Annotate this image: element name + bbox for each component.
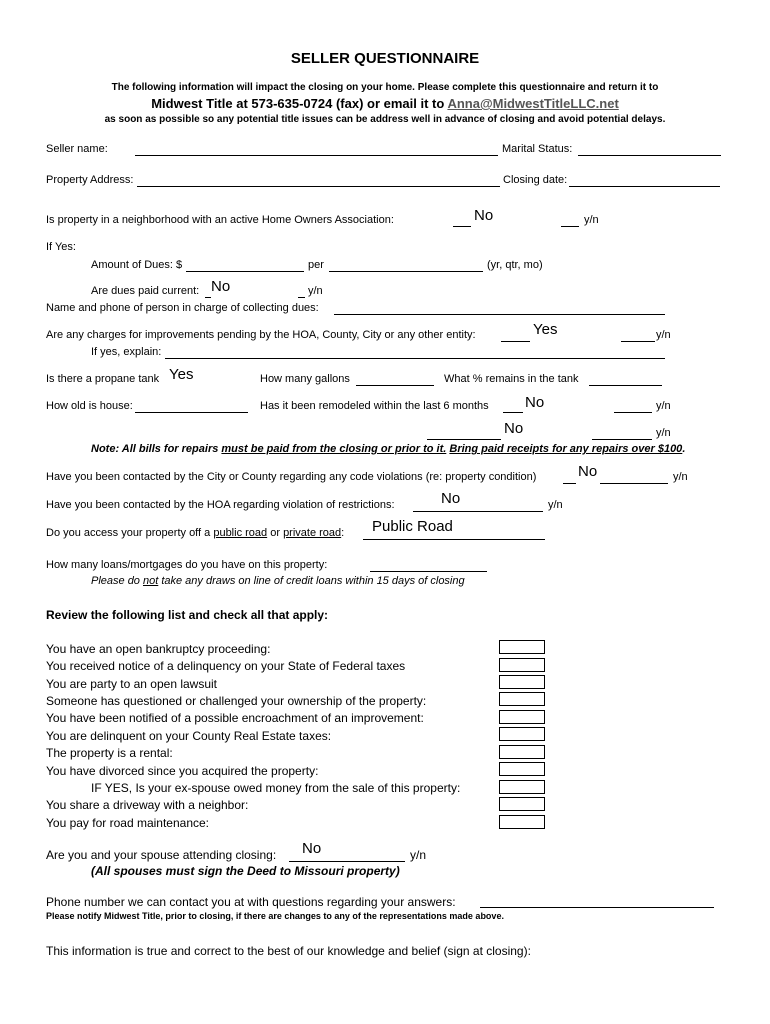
attending-field[interactable] xyxy=(289,861,405,862)
road-or: or xyxy=(267,527,284,539)
hoa-yn-line[interactable] xyxy=(561,226,579,227)
page-title: SELLER QUESTIONNAIRE xyxy=(290,50,480,67)
loans-note-not: not xyxy=(142,575,159,587)
intro-fax-text: Midwest Title at 573-635-0724 (fax) or email it to xyxy=(151,96,448,111)
checklist-item-lawsuit: You are party to an open lawsuit xyxy=(46,677,218,691)
checkbox-shared-driveway[interactable] xyxy=(499,797,545,811)
checklist-heading: Review the following list and check all that apply: xyxy=(46,608,329,622)
invoices-yn: y/n xyxy=(656,427,671,439)
note-prefix: Note: All bills for repairs xyxy=(91,443,222,455)
dues-paid-yn-line[interactable] xyxy=(298,297,305,298)
dues-paid-yn: y/n xyxy=(308,285,323,297)
repairs-note xyxy=(91,443,685,455)
hoa-violation-field[interactable] xyxy=(413,511,543,512)
remodeled-answer[interactable]: No xyxy=(525,394,545,411)
road-colon: : xyxy=(341,527,345,539)
public-road-label: public road xyxy=(213,527,268,539)
explain-field[interactable] xyxy=(165,358,665,359)
checklist-item-rental: The property is a rental: xyxy=(46,746,173,760)
hoa-violation-question: Have you been contacted by the HOA regarding violation of restrictions: xyxy=(46,499,395,511)
checkbox-encroachment[interactable] xyxy=(499,710,545,724)
hoa-violation-answer[interactable]: No xyxy=(441,490,461,507)
note-end: . xyxy=(682,443,686,455)
code-violations-question: Have you been contacted by the City or County regarding any code violations (re: property condition) xyxy=(46,471,537,483)
invoices-answer-line[interactable] xyxy=(427,439,501,440)
charges-yn: y/n xyxy=(656,329,671,341)
checklist-item-tax-delinquency: You received notice of a delinquency on your State of Federal taxes xyxy=(46,659,406,673)
road-field[interactable] xyxy=(363,539,545,540)
intro-line-2 xyxy=(0,96,770,111)
loans-question: How many loans/mortgages do you have on this property: xyxy=(46,559,328,571)
checkbox-ex-spouse[interactable] xyxy=(499,780,545,794)
intro-line-1: The following information will impact the closing on your home. Please complete this questionnaire and return it to xyxy=(111,82,659,93)
road-question xyxy=(46,527,344,539)
road-answer[interactable]: Public Road xyxy=(372,518,453,535)
charges-question: Are any charges for improvements pending by the HOA, County, City or any other entity: xyxy=(46,329,476,341)
marital-status-label: Marital Status: xyxy=(502,143,573,155)
charges-answer[interactable]: Yes xyxy=(533,321,558,338)
gallons-label: How many gallons xyxy=(260,373,350,385)
checklist-item-road-maintenance: You pay for road maintenance: xyxy=(46,816,210,830)
loans-note-a: Please do xyxy=(91,575,143,587)
checkbox-divorced[interactable] xyxy=(499,762,545,776)
private-road-label: private road xyxy=(283,527,342,539)
charges-answer-line[interactable] xyxy=(501,341,530,342)
checkbox-ownership[interactable] xyxy=(499,692,545,706)
checkbox-real-estate-taxes[interactable] xyxy=(499,727,545,741)
dues-contact-label: Name and phone of person in charge of collecting dues: xyxy=(46,302,319,314)
code-yn: y/n xyxy=(673,471,688,483)
marital-status-field[interactable] xyxy=(578,155,721,156)
if-yes-explain-label: If yes, explain: xyxy=(91,346,162,358)
remodeled-label: Has it been remodeled within the last 6 months xyxy=(260,400,489,412)
loans-note-b: take any draws on line of credit loans within 15 days of closing xyxy=(158,575,465,587)
amount-dues-label: Amount of Dues: $ xyxy=(91,259,183,271)
attending-question: Are you and your spouse attending closing: xyxy=(46,848,277,862)
hoa-answer[interactable]: No xyxy=(474,207,494,224)
amount-dues-field[interactable] xyxy=(186,271,304,272)
attending-yn: y/n xyxy=(410,848,427,862)
remodeled-line[interactable] xyxy=(503,412,523,413)
hoa-question: Is property in a neighborhood with an active Home Owners Association: xyxy=(46,214,394,226)
house-age-label: How old is house: xyxy=(46,400,133,412)
percent-remains-field[interactable] xyxy=(589,385,662,386)
per-label: per xyxy=(308,259,324,271)
certify-statement: This information is true and correct to the best of our knowledge and belief (sign at closing): xyxy=(46,944,531,958)
dues-paid-answer[interactable]: No xyxy=(211,278,231,295)
loans-field[interactable] xyxy=(370,571,487,572)
remodeled-yn-line[interactable] xyxy=(614,412,652,413)
property-address-field[interactable] xyxy=(137,186,500,187)
closing-date-label: Closing date: xyxy=(503,174,568,186)
house-age-field[interactable] xyxy=(135,412,248,413)
if-yes-label: If Yes: xyxy=(46,241,76,253)
code-answer[interactable]: No xyxy=(578,463,598,480)
phone-field[interactable] xyxy=(480,907,714,908)
seller-name-label: Seller name: xyxy=(46,143,108,155)
seller-name-field[interactable] xyxy=(135,155,498,156)
checklist-item-ownership: Someone has questioned or challenged your ownership of the property: xyxy=(46,694,427,708)
invoices-answer[interactable]: No xyxy=(504,420,524,437)
checkbox-rental[interactable] xyxy=(499,745,545,759)
period-hint: (yr, qtr, mo) xyxy=(487,259,543,271)
checklist-item-encroachment: You have been notified of a possible encroachment of an improvement: xyxy=(46,711,424,725)
hoa-answer-line[interactable] xyxy=(453,226,471,227)
loans-note xyxy=(91,575,465,587)
checkbox-bankruptcy[interactable] xyxy=(499,640,545,654)
intro-line-3: as soon as possible so any potential title issues can be address well in advance of closing and avoid potential delays. xyxy=(104,114,666,125)
note-underlined: must be paid from the closing or prior to it. xyxy=(221,443,447,455)
charges-yn-line[interactable] xyxy=(621,341,655,342)
gallons-field[interactable] xyxy=(356,385,434,386)
checkbox-lawsuit[interactable] xyxy=(499,675,545,689)
attending-answer[interactable]: No xyxy=(302,840,322,857)
code-answer-line[interactable] xyxy=(563,483,576,484)
invoices-yn-line[interactable] xyxy=(592,439,652,440)
phone-question: Phone number we can contact you at with questions regarding your answers: xyxy=(46,895,456,909)
percent-remains-label: What % remains in the tank xyxy=(444,373,579,385)
note-bring-receipts: Bring paid receipts for any repairs over $100 xyxy=(449,443,683,455)
closing-date-field[interactable] xyxy=(569,186,720,187)
checklist-item-divorced: You have divorced since you acquired the property: xyxy=(46,764,319,778)
checklist-item-bankruptcy: You have an open bankruptcy proceeding: xyxy=(46,642,271,656)
notify-note: Please notify Midwest Title, prior to closing, if there are changes to any of the representations made above. xyxy=(46,911,504,921)
checklist-item-real-estate-taxes: You are delinquent on your County Real Estate taxes: xyxy=(46,729,332,743)
propane-label: Is there a propane tank xyxy=(46,373,160,385)
hoa-yn: y/n xyxy=(584,214,599,226)
checkbox-tax-delinquency[interactable] xyxy=(499,658,545,672)
checkbox-road-maintenance[interactable] xyxy=(499,815,545,829)
dues-paid-line[interactable] xyxy=(205,297,211,298)
checklist-item-shared-driveway: You share a driveway with a neighbor: xyxy=(46,798,249,812)
code-yn-line[interactable] xyxy=(600,483,668,484)
remodeled-yn: y/n xyxy=(656,400,671,412)
spouses-note: (All spouses must sign the Deed to Missouri property) xyxy=(91,864,400,878)
dues-paid-label: Are dues paid current: xyxy=(91,285,200,297)
dues-period-field[interactable] xyxy=(329,271,483,272)
property-address-label: Property Address: xyxy=(46,174,134,186)
hoa-violation-yn: y/n xyxy=(548,499,563,511)
road-prefix: Do you access your property off a xyxy=(46,527,214,539)
email-link[interactable]: Anna@MidwestTitleLLC.net xyxy=(447,96,619,111)
dues-contact-field[interactable] xyxy=(334,314,665,315)
checklist-item-ex-spouse: IF YES, Is your ex-spouse owed money from the sale of this property: xyxy=(91,781,461,795)
propane-answer[interactable]: Yes xyxy=(169,366,194,383)
